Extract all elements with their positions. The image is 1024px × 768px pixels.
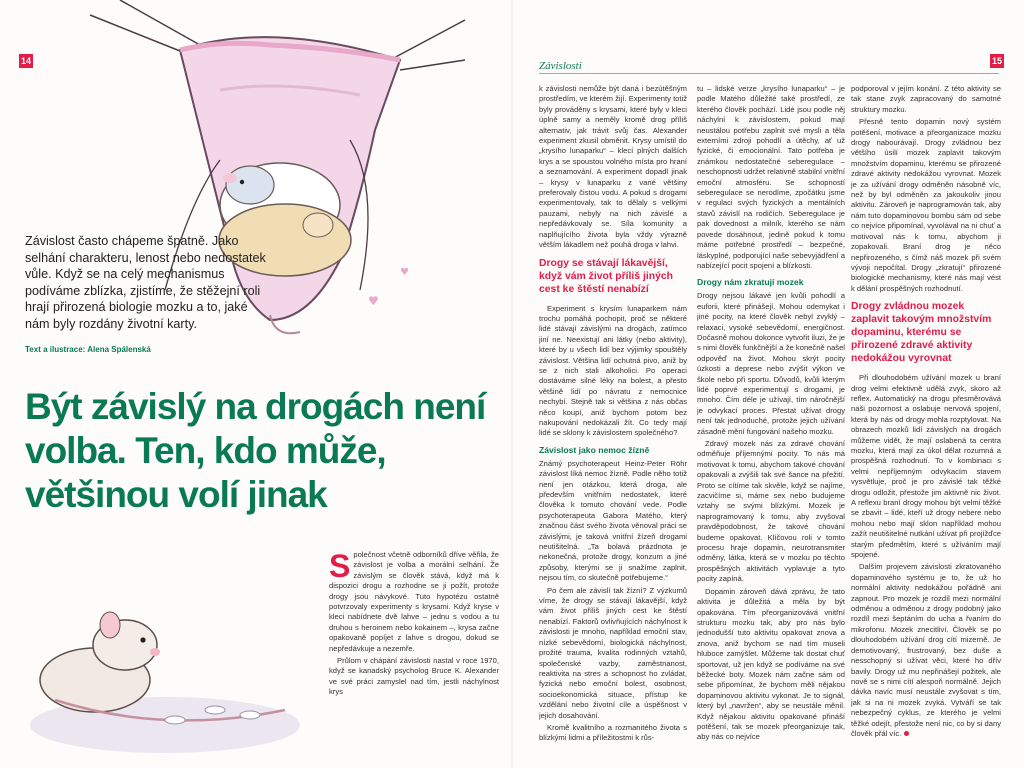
pull-quote-1: Drogy se stávají lákavější, když vám život příliš jiných cest ke štěstí nenabízí — [539, 257, 673, 295]
end-mark — [904, 731, 909, 736]
col4-paragraph-3: Při dlouhodobém užívání mozek u braní drog velmi efektivně udělá zvyk, skoro až reflex. Automatický na drogu přesměrovává naši pozornost a oslabuje nervová spojení, která by nás od drogy mohla rozptylovat. Na obrazech mozků lidí závislých na drogách můžeme vidět, že mají oslabená ta centra mozku, která mají za úkol dělat rozumná a prospěšná rozhodnutí. To v kombinaci s velmi nepříjemným odvykacím stavem vysvětluje, proč je pro závislé tak těžké drogu odložit, přestože jim aktivně nic život. A reflexu braní drogy mohou být velmi těžké se zbavit – lidé, kteří už drogy nebere nebo mohou nebo mají sklon například mohou zažít neutišitelné nutkání užívat při projížďce starým předmětím, které s užíváním mají spojené. — [851, 373, 1001, 560]
rat-puddle-illustration — [25, 540, 320, 760]
intro-paragraph: Závislost často chápeme špatně. Jako selhání charakteru, lenost nebo nedostatek vůle. Když se na celý mechanismus podíváme zblízka, zjistíme, že stěžejní roli hrají přirozená biologie mozku a to, jaké nám byly rozdány životní karty. — [25, 234, 266, 331]
col4-paragraph-2: Přesně tento dopamin nový systém potěšení, motivace a přeorganizace mozku drogy nabourávají. Drogy zvládnou bez většího úsilí mozek zaplavit takovým množstvím dopaminu, kterému se přirozené zdravé aktivity nedokážou vyrovnat. Mozek je za užívání drogy odměněn násobně víc, než by byl odměněn za jakoukoliv jinou aktivitu. Zároveň je naprogramován tak, aby nám tuto dopaminovou bombu sám od sebe co nejvíce připomínal, vyvolával na ni chuť a motivoval nás k tomu, abychom ji zopakovali. Braní drog je něco nepřirozeného, s čímž náš mozek při svém vývoji nepočítal. Drogy „zkratují“ přirozené biologické mechanismy, které nás mají vést k dělání prospěšných rozhodnutí. — [851, 117, 1001, 293]
section-rule — [539, 73, 999, 74]
col2-paragraph-5: Kromě kvalitního a rozmanitého života s blízkými lidmi a příležitostmi k růs- — [539, 722, 687, 743]
subheading-shortcut: Drogy nám zkratují mozek — [697, 277, 804, 288]
subheading-thirst: Závislost jako nemoc žízně — [539, 444, 650, 455]
article-headline: Být závislý na drogách není volba. Ten, kdo může, většinou volí jinak — [25, 386, 486, 515]
col2-paragraph-4: Po čem ale závislí tak žízní? Z výzkumů víme, že drogy se stávají lákavější, když vám život příliš jiných cest ke štěstí nenabízí. Faktorů ovlivňujících náchylnost k závislosti je mnoho, například emoční stav, nízké sebevědomí, biologická náchylnost, prožité trauma, kvalita rodinných vztahů, společenské vazby, zaměstnanost, reaktivita na stres a schopnost ho zvládat, fyzická nebo emoční bolest, osobnost, socioekonomická situace, přístup ke vzdělání nebo životní cíle a úspěšnost v jejich dosahování. — [539, 585, 687, 720]
article-column-2 — [539, 84, 687, 760]
col3-paragraph-3: Zdravý mozek nás za zdravé chování odměňuje příjemnými pocity. To nás má motivovat k tomu, abychom takové chování opakovali a zvýšili tak své šance na přežití. Proto se cítíme tak skvěle, když se najíme, zacvičíme si, máme sex nebo budujeme vztahy se svými blízkými. Mozek je naprogramovaný k tomu, aby zvyšoval pravděpodobnost, že takové chování budeme opakovat. Klíčovou roli v tomto procesu hraje dopamin, neurotransmiter odměny, látka, která se v mozku po těchto prospěšných aktivitách vyplavuje a tyto pocity zapíná. — [697, 439, 845, 584]
article-column-1 — [329, 550, 499, 760]
col1-paragraph-1: polečnost včetně odborníků dříve věřila, že závislost je volba a morální selhání. Že závislým se člověk stává, když má k dispozici drogu a rozhodne se ji požít, protože drogy jsou návykové. Tuto hypotézu ostatně potvrzovaly experimenty s krysami. Když kryse v kleci nabídnete dvě lahve – jednu s vodou a tu druhou s heroinem nebo kokainem –, krysa začne opakovaně popíjet z lahve s drogou, dokud se nepředávkuje a nezemře. — [329, 550, 499, 653]
col2-paragraph-2: Experiment s krysím lunaparkem nám trochu pomáhá pochopit, proč se některé lidé stávají závislými na drogách, zatímco jiní ne. Neexistují ani látky (nebo aktivity), které by u všech lidí bez výjimky spouštěly závislost. Většina lidí ochutná pivo, aniž by se z nich stali alkoholici. Po operaci dostáváme silné léky na bolest, a přesto většině lidí po návratu z nemocnice nechybí. Stejně tak si většina z nás občas něco koupí, aniž bychom potom bez nakupování nedokázali žít. Co tedy mají lidé se sklony k závislostem společného? — [539, 303, 687, 438]
col3-paragraph-2: Drogy nejsou lákavé jen kvůli pohodlí a euforii, které přinášejí. Mohou odemykat i jiné pocity, na které člověk nebyl zvyklý – relaxaci, vysoké sebevědomí, energičnost. Dočasně mohou dokonce vytvořit iluzi, že je s nimi člověk funkčnější a že konečně našel odpověď na život. Mohou skrýt pocity úzkosti a deprese nebo zvýšit výkon ve škole nebo při sportu. Důvodů, kvůli kterým lidé poprvé experimentují s drogami, je mnoho. Čím déle je užívají, tím náročnější je odvykací proces. Přestat užívat drogy není tak jednoduché, protože jejich užívání zásadně mění fungování našeho mozku. — [697, 291, 845, 436]
svg-text:♥: ♥ — [368, 294, 379, 308]
col4-paragraph-1: podporoval v jejím konání. Z této aktivity se tak stane zvyk zapracovaný do samotné struktury mozku. — [851, 84, 1001, 114]
author-credit: Text a ilustrace: Alena Spálenská — [25, 345, 151, 354]
col3-paragraph-1: tu – lidské verze „krysího lunaparku“ – je podle Matého důležité také prostředí, ze kterého člověk pochází. Lidé jsou podle něj náchylní k závislostem, pokud mají neustálou potřebu zaplnit své mysli a těla externími zdroji pohodlí a útěchy, ať už fyzické, či emocionální. Tato potřeba je známkou nedostatečné seberegulace – neschopnosti udržet relativně stabilní vnitřní emoční atmosféru. Se schopností seberegulace se nerodíme, zpočátku jsme v regulaci svých fyzických a mentálních stavů závislí na rodičích. Seberegulace je pak dovednost a milník, kterého se nám povede dosáhnout, jedině pokud k tomu máme potřebné prostředí – bezpečné, láskyplné, podporující naše sebevyjádření a nabízející pocit spojení a blízkosti. — [697, 84, 845, 270]
col4-paragraph-4: Dalším projevem závislosti zkratovaného dopaminového systému je to, že už ho normální aktivity nedokážou pořádně ani zapnout. Pro mozek je rozdíl mezi normální odměnou a odměnou z drogy podobný jako rozdíl mezi šeptáním do ucha a řvaním do mikrofonu. Mozek znecitliví. Člověk se po dlouhodobém užívání drog cítí mizerně. Je demotivovaný, frustrovaný, bez duše a nesschopný si užívat věci, které ho dřív bavily. Drogy už mu nepřinášejí požitek, ale nově se s nimi cítí alespoň normálně. Jejich dávka navíc musí neustále zvyšovat s tím, jak si na ni mozek zvyká. Vytváří se tak nebezpečný cyklus, ze kterého je velmi těžké odejít, přestože není nic, co by si dany člověk přál víc. — [851, 562, 1001, 738]
page-gutter — [511, 0, 513, 768]
article-column-4 — [851, 84, 1001, 760]
pull-quote-2: Drogy zvládnou mozek zaplavit takovým množstvím dopaminu, kterému se přirozené zdravé aktivity nedokážou vyrovnat — [851, 301, 992, 365]
drop-cap: S — [329, 550, 351, 584]
page-number-right: 15 — [991, 56, 1002, 66]
page-number-left: 14 — [20, 56, 31, 66]
section-label: Závislosti — [539, 60, 582, 72]
article-column-3 — [697, 84, 845, 760]
col2-paragraph-1: k závislosti nemůže být daná i bezútěšným prostředím, ve kterém žijí. Experimenty totiž byly prováděny s krysami, které byly v kleci úplně samy a neměly kromě drog příliš alternativ, jak trávit svůj čas. Alexander experiment zkusil obměnit. Krysy umístil do „krysího lunaparku“ – klecí plných dalších krys a se spoustou volného místa pro hraní a seznamování. A experiment dopadl jinak – krysy v lunaparku z vané většiny preferovaly čistou vodu. A pokud s drogami experimentovaly, tak to dělaly s velkými pauzami, nebyly na nich závislé a nepředávkovaly se. Síla komunity a naplňujícího života byla vždy výrazně větším lákadlem než pouhá droga v lahvi. — [539, 84, 687, 250]
svg-text:♥: ♥ — [400, 267, 409, 278]
col2-paragraph-3: Známý psychoterapeut Heinz-Peter Röhr závislost líká nemoc žízně. Podle něho totiž není jen otázkou, která droga, ale především vnitřním nedostatek, které člověka k tomuto chování vede. Podle psychoterapeuta Gabora Matého, který značnou část svého života věnoval práci se závislými, je taková vnitřní žízeň drogami neutišitelná. „Ta bolavá prázdnota je nekonečná, protože drogy, konzum a jiné způsoby, kterými se ji snažíme zaplnit, nejsou tím, co skutečně potřebujeme.“ — [539, 458, 687, 583]
col3-paragraph-4: Dopamin zároveň dává zprávu, že tato aktivita je důležitá a měla by být opakována. Tím přeorganizovává vnitřní strukturu mozku tak, aby pro nás bylo jednodušší tuto aktivitu opakovat znova a znova, aniž bychom se nad tím museli hluboce zamýšlet. Můžeme tak dostat chuť sportovat, už jen když se podíváme na své běžecké boty. Mozek nám začne sám od sebe připomínat, že bychom měli nějakou dopaminovou aktivitu vykonat. Je to signál, který byl „navržen“, aby se neustále měnil. Když nějakou aktivitu opakované přináší potěšení, tak se mozek přeorganizuje tak, aby nás co nejvíce — [697, 586, 845, 742]
col1-paragraph-2: Průlom v chápání závislosti nastal v roce 1970, když se kanadský psycholog Bruce K. Alexander ve své práci zamyslel nad tím, jestli náchylnost krys — [329, 656, 499, 697]
